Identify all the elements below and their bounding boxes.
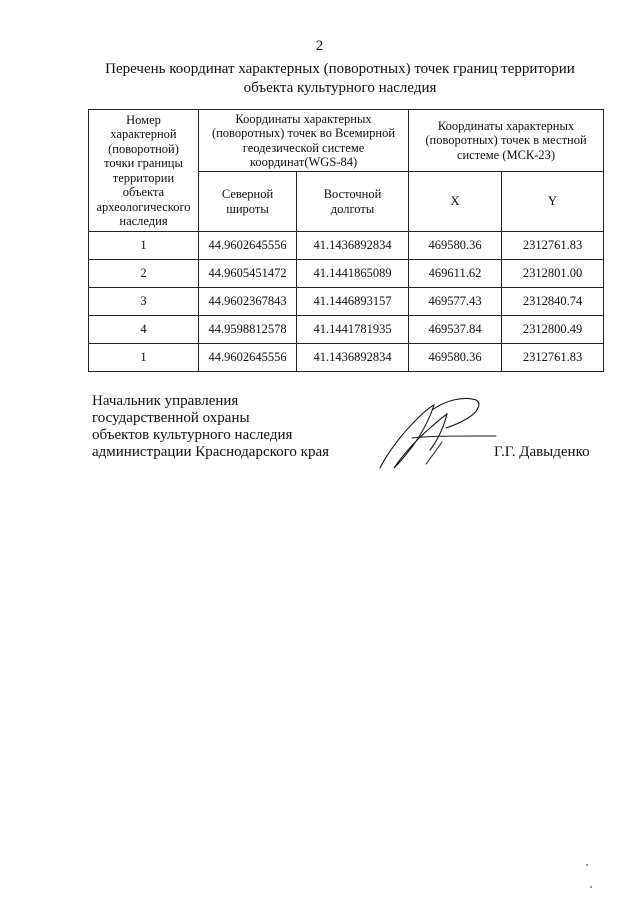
signatory-line: Начальник управления bbox=[92, 393, 239, 409]
cell-latitude: 44.9602645556 bbox=[199, 344, 297, 372]
cell-longitude: 41.1436892834 bbox=[297, 232, 409, 260]
handwritten-signature bbox=[372, 390, 502, 475]
table-header-row bbox=[89, 110, 604, 172]
table-row bbox=[89, 316, 604, 344]
header-north-latitude: Северной широты bbox=[199, 172, 297, 232]
header-east-longitude: Восточной долготы bbox=[297, 172, 409, 232]
table-row bbox=[89, 344, 604, 372]
cell-longitude: 41.1441781935 bbox=[297, 316, 409, 344]
signer-name: Г.Г. Давыденко bbox=[494, 444, 590, 460]
cell-point-number: 3 bbox=[89, 288, 199, 316]
cell-x: 469577.43 bbox=[409, 288, 502, 316]
coordinates-table bbox=[88, 109, 604, 372]
cell-y: 2312801.00 bbox=[502, 260, 604, 288]
table-row bbox=[89, 288, 604, 316]
document-title-line-2: объекта культурного наследия bbox=[243, 80, 437, 96]
cell-y: 2312761.83 bbox=[502, 232, 604, 260]
page-number: 2 bbox=[315, 38, 324, 54]
cell-point-number: 1 bbox=[89, 344, 199, 372]
cell-x: 469580.36 bbox=[409, 232, 502, 260]
cell-y: 2312840.74 bbox=[502, 288, 604, 316]
cell-latitude: 44.9605451472 bbox=[199, 260, 297, 288]
signatory-line: государственной охраны bbox=[92, 410, 250, 426]
scan-speck bbox=[590, 886, 592, 888]
signatory-position bbox=[92, 393, 329, 461]
cell-y: 2312761.83 bbox=[502, 344, 604, 372]
signatory-line: администрации Краснодарского края bbox=[92, 444, 330, 460]
cell-x: 469537.84 bbox=[409, 316, 502, 344]
cell-latitude: 44.9602645556 bbox=[199, 232, 297, 260]
cell-x: 469611.62 bbox=[409, 260, 502, 288]
cell-latitude: 44.9598812578 bbox=[199, 316, 297, 344]
cell-longitude: 41.1441865089 bbox=[297, 260, 409, 288]
table-row bbox=[89, 232, 604, 260]
header-wgs84-coordinates: Координаты характерных (поворотных) точек во Всемирной геодезической системе координат(WGS-84) bbox=[199, 110, 409, 172]
header-local-coordinates: Координаты характерных (поворотных) точек в местной системе (МСК-23) bbox=[409, 110, 604, 172]
cell-y: 2312800.49 bbox=[502, 316, 604, 344]
table-row bbox=[89, 260, 604, 288]
signatory-line: объектов культурного наследия bbox=[92, 427, 293, 443]
document-title bbox=[60, 60, 620, 98]
document-title-line-1: Перечень координат характерных (поворотных) точек границ территории bbox=[105, 61, 575, 77]
cell-point-number: 2 bbox=[89, 260, 199, 288]
cell-longitude: 41.1446893157 bbox=[297, 288, 409, 316]
cell-point-number: 4 bbox=[89, 316, 199, 344]
header-y: Y bbox=[502, 172, 604, 232]
header-point-number: Номер характерной (поворотной) точки границы территории объекта археологического наследия bbox=[89, 110, 199, 232]
cell-x: 469580.36 bbox=[409, 344, 502, 372]
header-x: X bbox=[409, 172, 502, 232]
cell-latitude: 44.9602367843 bbox=[199, 288, 297, 316]
scan-speck bbox=[586, 864, 588, 866]
cell-longitude: 41.1436892834 bbox=[297, 344, 409, 372]
cell-point-number: 1 bbox=[89, 232, 199, 260]
